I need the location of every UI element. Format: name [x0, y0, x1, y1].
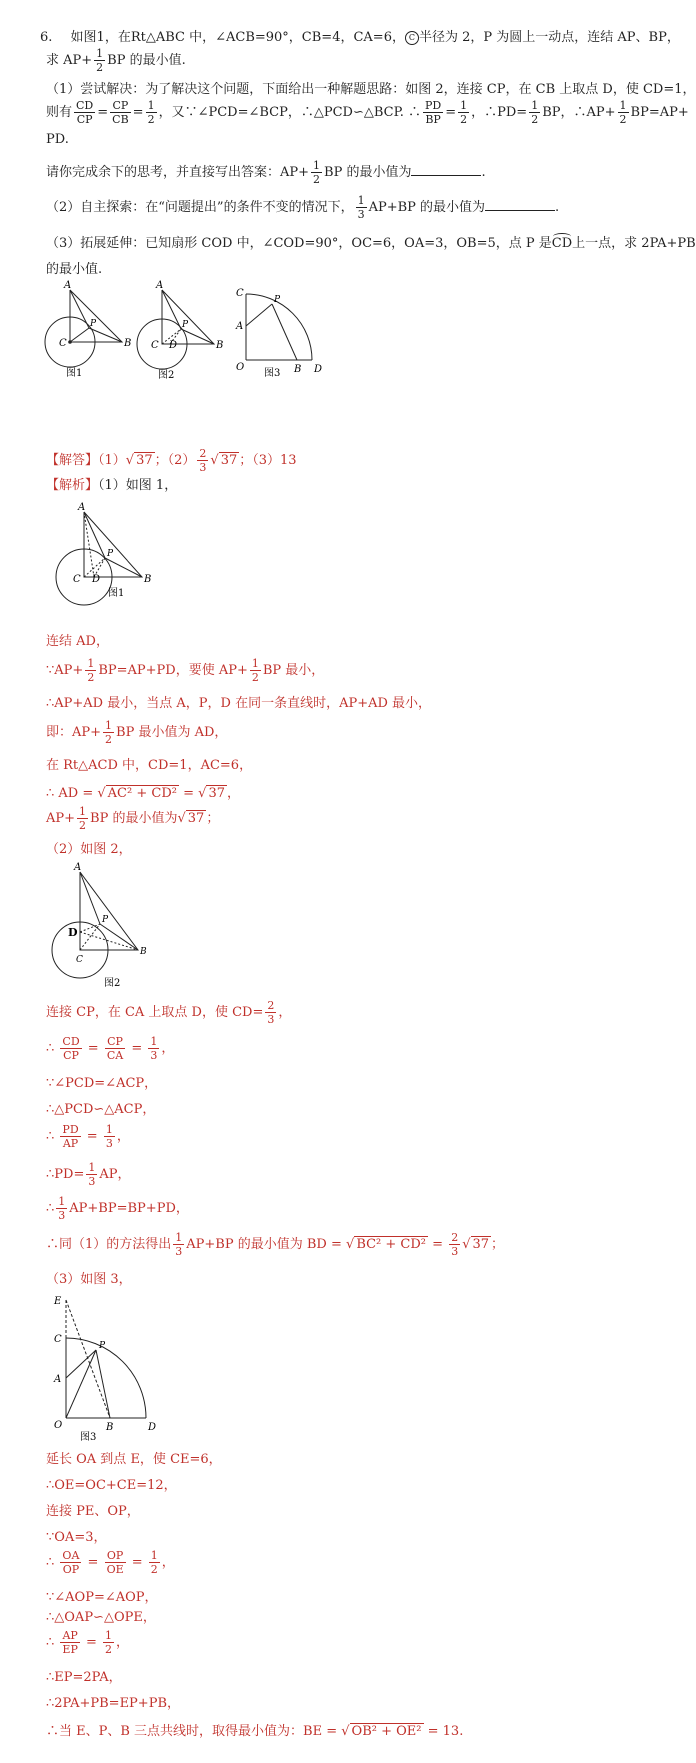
- part1-line-4: 请你完成余下的思考，并直接写出答案：AP+ $\frac{1}{2}$ BP 的最小值为 .: [46, 159, 486, 186]
- analysis-1-line-5: 在 Rt△ACD 中，CD=1，AC=6，: [46, 758, 253, 773]
- svg-text:B: B: [124, 338, 132, 349]
- svg-text:图3: 图3: [80, 1432, 97, 1443]
- svg-text:B: B: [294, 364, 302, 375]
- analysis-3-line-1: 延长 OA 到点 E，使 CE=6，: [46, 1452, 222, 1467]
- analysis-1-line-7: AP+ $\frac{1}{2}$ BP 的最小值为√ 37 ；: [46, 805, 220, 832]
- svg-text:D: D: [148, 1422, 157, 1433]
- analysis-3-line-7: ∴△OAP∽△OPE，: [46, 1610, 156, 1625]
- analysis-3-line-6: ∵∠AOP=∠AOP，: [46, 1590, 158, 1605]
- svg-text:A: A: [54, 1374, 62, 1385]
- svg-text:D: D: [169, 340, 178, 351]
- svg-text:图1: 图1: [108, 588, 125, 599]
- svg-text:A: A: [236, 321, 244, 332]
- problem-line-1: 6. 如图1，在Rt△ABC 中，∠ACB=90°，CB=4，CA=6， C 半径为 2，P 为圆上一动点，连结 AP、BP，: [40, 30, 680, 45]
- analysis-3-line-11: ∴当 E、P、B 三点共线时，取得最小值为：BE = √ OB² + OE² = 13.: [46, 1724, 464, 1739]
- figure-2: [137, 280, 223, 381]
- svg-text:D: D: [92, 574, 101, 585]
- analysis-heading: 【解析】（1）如图 1，: [46, 478, 178, 493]
- svg-text:O: O: [236, 362, 245, 373]
- analysis-3-line-2: ∴OE=OC+CE=12，: [46, 1478, 177, 1493]
- svg-text:C: C: [151, 340, 159, 351]
- figure-3: [235, 288, 322, 379]
- circle-symbol-icon: C: [405, 31, 419, 45]
- analysis-2-line-8: ∴同（1）的方法得出 $\frac{1}{3}$ AP+BP 的最小值为 BD = √ BC² + CD² = $\frac{2}{3}$ √ 37 ；: [46, 1231, 505, 1258]
- svg-text:B: B: [216, 340, 224, 351]
- analysis-1-line-1: 连结 AD，: [46, 634, 109, 649]
- svg-text:B: B: [144, 574, 152, 585]
- svg-text:图2: 图2: [104, 978, 121, 989]
- figure-1: [45, 280, 131, 379]
- part1-line-2: 则有 $\frac{CD}{CP}$ = $\frac{CP}{CB}$ = $\frac{1}{2}$ ，又∵∠PCD=∠BCP，∴△PCD∽△BCP. ∴ $\frac{PD}{BP}$ = $\frac{1}{2}$ ，∴PD= $\frac{1}{2}$ BP，∴AP+ $\frac{1}{2}$ BP=AP+: [46, 99, 689, 126]
- analysis-3-line-10: ∴2PA+PB=EP+PB，: [46, 1696, 180, 1711]
- svg-text:A: A: [156, 280, 164, 291]
- analysis-3-heading: （3）如图 3，: [46, 1272, 132, 1287]
- svg-text:P: P: [182, 320, 189, 330]
- svg-text:D: D: [68, 926, 78, 939]
- analysis-figure-1: [50, 500, 160, 620]
- analysis-2-line-7: ∴ $\frac{1}{3}$ AP+BP=BP+PD，: [46, 1195, 189, 1222]
- part3-line-2: 的最小值.: [46, 262, 103, 277]
- part1-line-3: PD.: [46, 132, 69, 147]
- analysis-3-line-4: ∵OA=3，: [46, 1530, 107, 1545]
- answer-blank-1: [411, 175, 481, 176]
- svg-text:B: B: [106, 1422, 114, 1433]
- svg-text:D: D: [314, 364, 323, 375]
- analysis-2-line-2: ∴ $\frac{CD}{CP}$ = $\frac{CP}{CA}$ = $\frac{1}{3}$ ，: [46, 1035, 175, 1062]
- analysis-3-line-9: ∴EP=2PA，: [46, 1670, 122, 1685]
- analysis-1-line-4: 即：AP+ $\frac{1}{2}$ BP 最小值为 AD，: [46, 719, 228, 746]
- svg-text:E: E: [54, 1296, 62, 1307]
- part2-line: （2）自主探索：在“问题提出”的条件不变的情况下， $\frac{1}{3}$ AP+BP 的最小值为 .: [46, 194, 560, 221]
- svg-text:O: O: [54, 1420, 63, 1431]
- svg-text:A: A: [64, 280, 72, 291]
- problem-number: 6.: [40, 30, 53, 45]
- svg-text:P: P: [99, 1341, 106, 1351]
- svg-text:C: C: [59, 338, 67, 349]
- figure-2-caption: 图2: [158, 370, 175, 381]
- analysis-3-line-5: ∴ $\frac{OA}{OP}$ = $\frac{OP}{OE}$ = $\frac{1}{2}$ ，: [46, 1549, 175, 1576]
- figure-1-caption: 图1: [66, 368, 83, 379]
- analysis-figure-2: [50, 862, 160, 992]
- fraction: $\frac{1}{2}$: [96, 47, 104, 74]
- analysis-2-line-1: 连接 CP，在 CA 上取点 D，使 CD= $\frac{2}{3}$ ，: [46, 999, 292, 1026]
- arc-cd: CD: [551, 236, 573, 251]
- svg-text:P: P: [102, 915, 109, 925]
- svg-text:C: C: [54, 1334, 62, 1345]
- analysis-2-line-5: ∴ $\frac{PD}{AP}$ = $\frac{1}{3}$ ，: [46, 1123, 130, 1150]
- analysis-2-heading: （2）如图 2，: [46, 842, 132, 857]
- figure-3-caption: 图3: [264, 368, 281, 379]
- analysis-tag: 【解析】: [46, 478, 99, 493]
- answer-line: 【解答】（1）√ 37 ；（2） $\frac{2}{3}$ √ 37 ；（3）13: [46, 447, 297, 474]
- analysis-1-line-2: ∵AP+ $\frac{1}{2}$ BP=AP+PD，要使 AP+ $\frac{1}{2}$ BP 最小，: [46, 657, 325, 684]
- svg-text:P: P: [90, 319, 97, 329]
- answer-blank-2: [485, 210, 555, 211]
- analysis-1-line-3: ∴AP+AD 最小，当点 A，P，D 在同一条直线时，AP+AD 最小，: [46, 696, 432, 711]
- svg-text:P: P: [107, 549, 114, 559]
- analysis-2-line-6: ∴PD= $\frac{1}{3}$ AP，: [46, 1161, 131, 1188]
- svg-text:A: A: [78, 502, 86, 513]
- svg-text:A: A: [74, 862, 82, 873]
- answer-tag: 【解答】: [46, 453, 99, 468]
- analysis-figure-3: [50, 1290, 160, 1443]
- analysis-1-line-6: ∴ AD = √ AC² + CD² = √ 37 ，: [46, 786, 240, 801]
- problem-line-2: 求 AP+ $\frac{1}{2}$ BP 的最小值.: [46, 47, 186, 74]
- problem-figures: [42, 282, 362, 432]
- svg-text:B: B: [140, 947, 147, 957]
- svg-text:C: C: [73, 574, 81, 585]
- svg-text:C: C: [236, 288, 244, 299]
- svg-text:C: C: [76, 955, 83, 965]
- analysis-3-line-3: 连接 PE、OP，: [46, 1504, 140, 1519]
- analysis-2-line-3: ∵∠PCD=∠ACP，: [46, 1076, 158, 1091]
- analysis-2-line-4: ∴△PCD∽△ACP，: [46, 1102, 156, 1117]
- svg-text:P: P: [274, 295, 281, 305]
- analysis-3-line-8: ∴ $\frac{AP}{EP}$ = $\frac{1}{2}$ ，: [46, 1629, 130, 1656]
- part1-line-1: （1）尝试解决：为了解决这个问题，下面给出一种解题思路：如图 2，连接 CP，在 CB 上取点 D，使 CD=1，: [46, 82, 696, 97]
- part3-line-1: （3）拓展延伸：已知扇形 COD 中，∠COD=90°，OC=6，OA=3，OB=5，点 P 是CD上一点，求 2PA+PB: [46, 236, 696, 251]
